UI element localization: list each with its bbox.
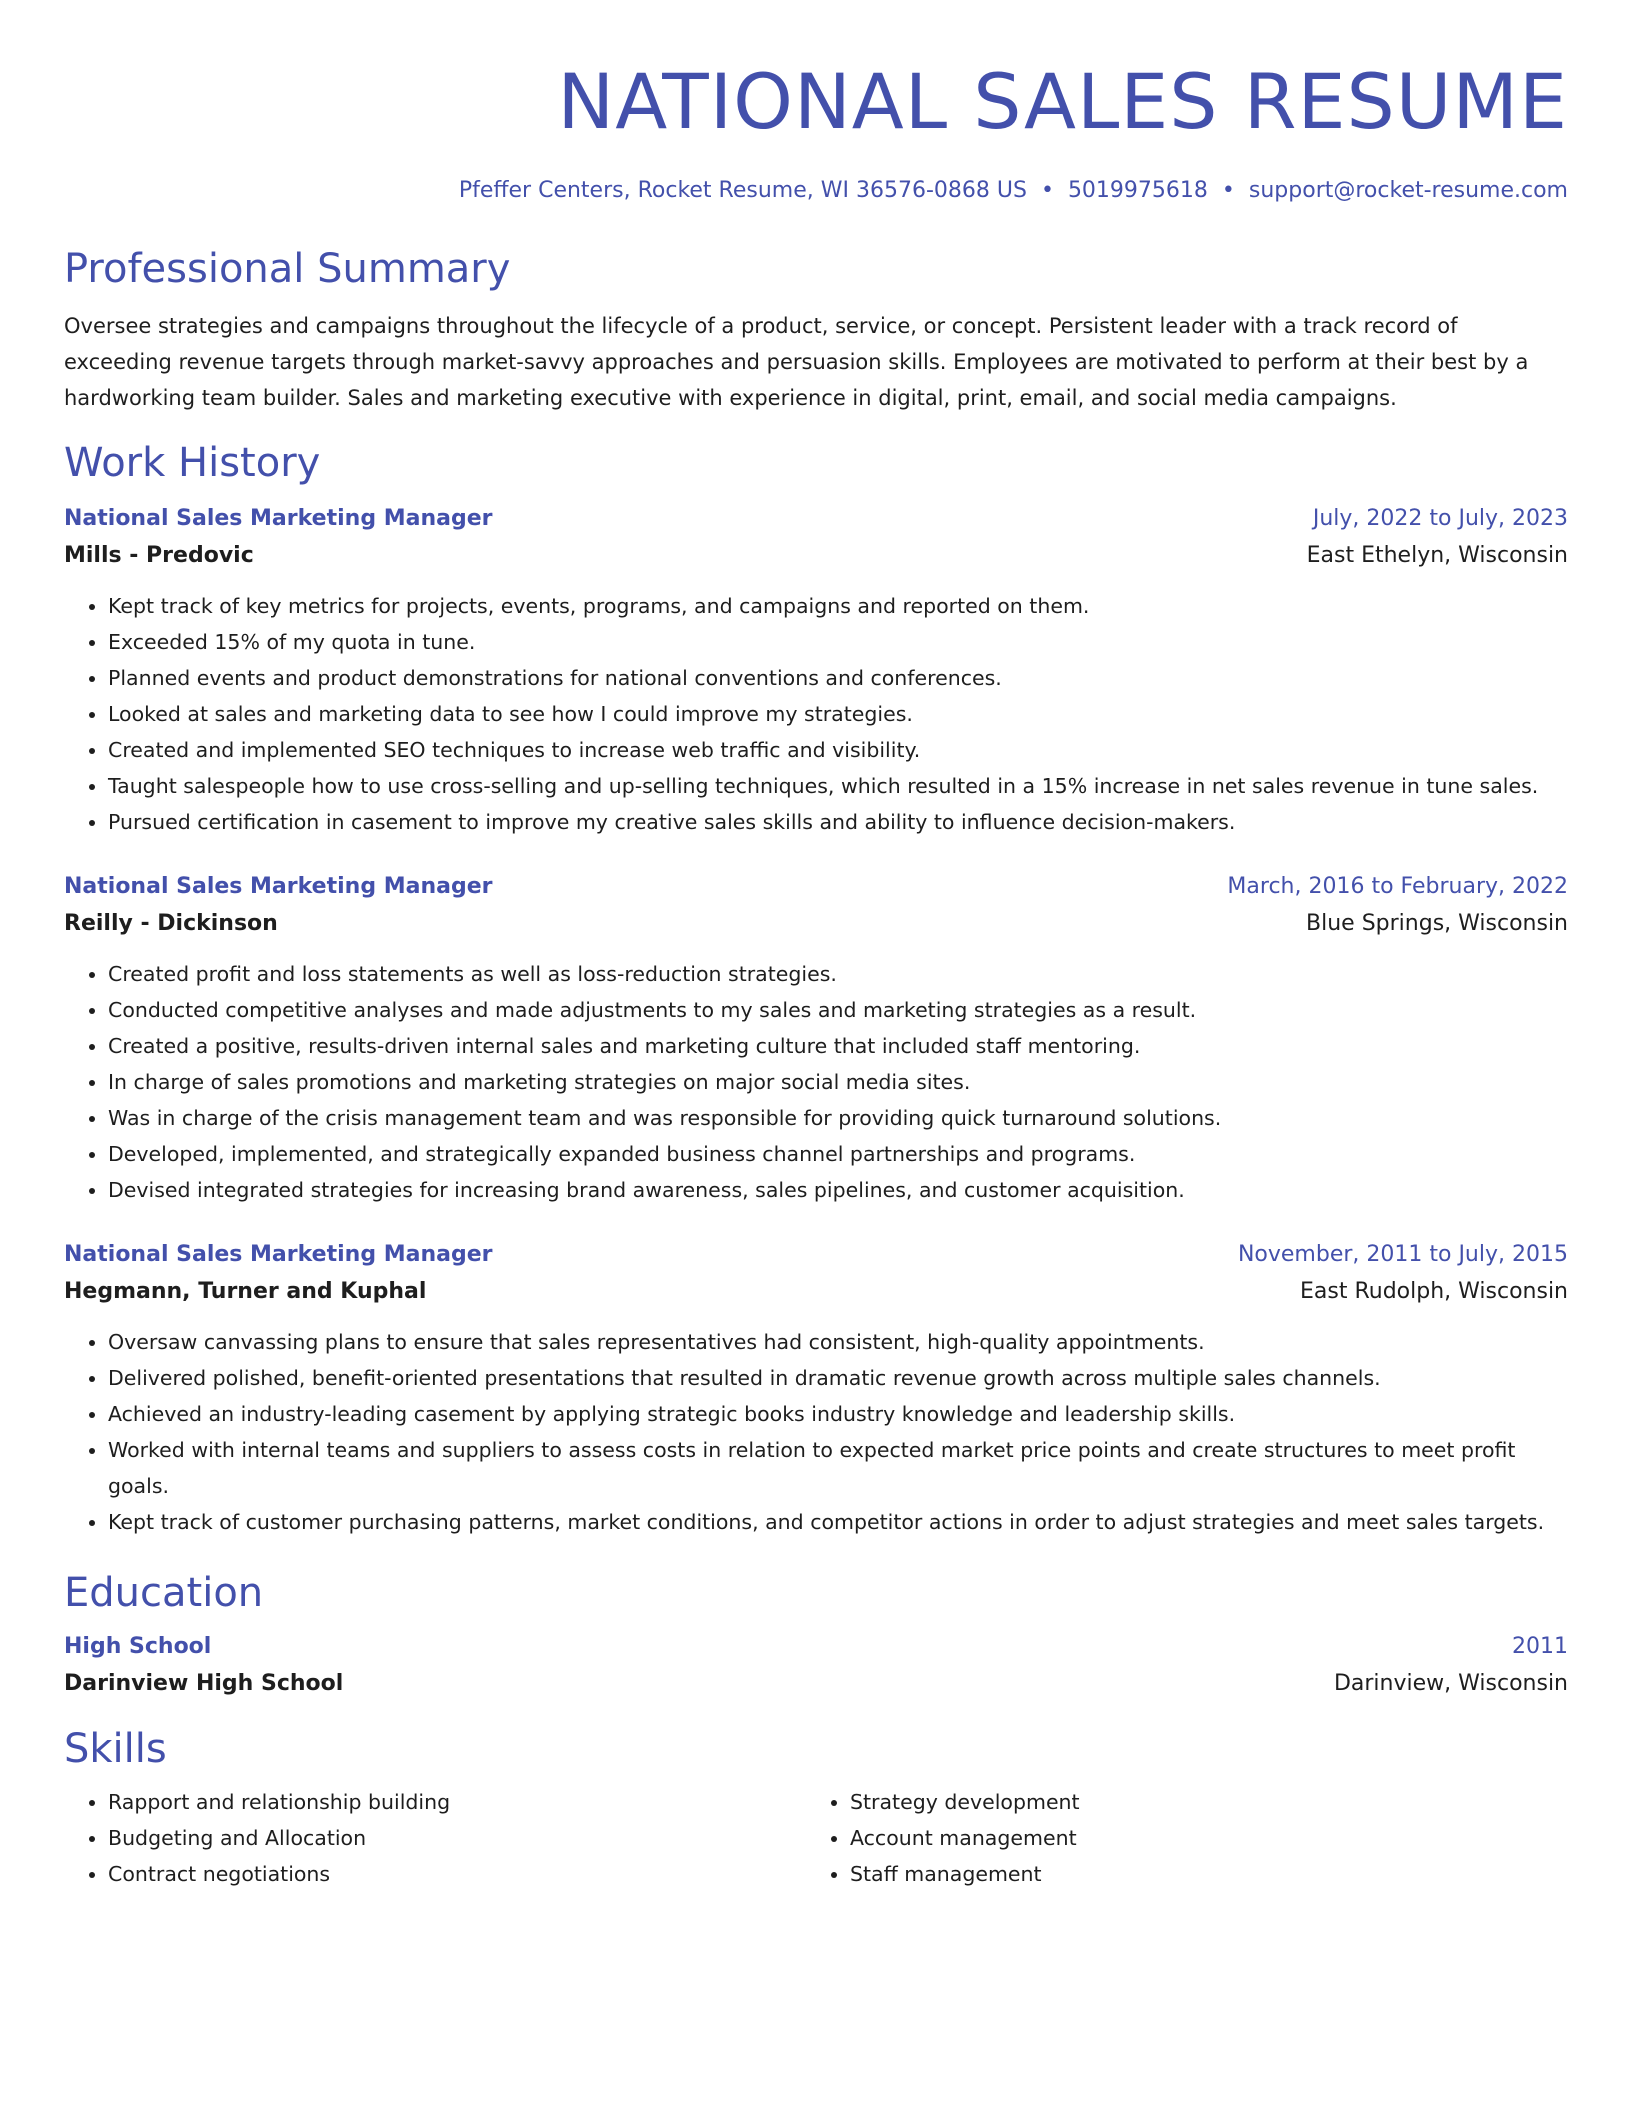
job-entry <box>64 1238 1568 1540</box>
resume-title: NATIONAL SALES RESUME <box>557 57 1568 146</box>
contact-separator: • <box>1221 178 1235 203</box>
contact-address: Pfeffer Centers, Rocket Resume, WI 36576-0868 US <box>458 178 1027 203</box>
skills-column-right <box>806 1784 1568 1892</box>
skills-column-left <box>64 1784 806 1892</box>
skill-item: • Contract negotiations <box>108 1856 806 1892</box>
contact-separator: • <box>1040 178 1054 203</box>
skill-item: • Strategy development <box>850 1784 1568 1820</box>
job-dates: November, 2011 to July, 2015 <box>1237 1242 1568 1267</box>
job-bullet: • Worked with internal teams and suppliers to assess costs in relation to expected market price points and create structures to meet profit goals. <box>108 1432 1568 1504</box>
job-bullet: • Created a positive, results-driven internal sales and marketing culture that included staff mentoring. <box>108 1028 1568 1064</box>
job-entry <box>64 870 1568 1208</box>
skill-item: • Budgeting and Allocation <box>108 1820 806 1856</box>
job-bullets <box>64 588 1568 840</box>
job-bullet: • Exceeded 15% of my quota in tune. <box>108 624 1568 660</box>
job-title: National Sales Marketing Manager <box>64 506 493 531</box>
skill-item: • Rapport and relationship building <box>108 1784 806 1820</box>
job-entry <box>64 502 1568 840</box>
education-school: Darinview High School <box>64 1671 344 1696</box>
job-dates: July, 2022 to July, 2023 <box>1312 506 1568 531</box>
job-bullet: • Created and implemented SEO techniques to increase web traffic and visibility. <box>108 732 1568 768</box>
education-location: Darinview, Wisconsin <box>1333 1671 1568 1696</box>
job-bullet: • In charge of sales promotions and marketing strategies on major social media sites. <box>108 1064 1568 1100</box>
education-entry <box>64 1630 1568 1704</box>
job-bullet: • Devised integrated strategies for increasing brand awareness, sales pipelines, and customer acquisition. <box>108 1172 1568 1208</box>
job-bullet: • Kept track of customer purchasing patterns, market conditions, and competitor actions in order to adjust strategies and meet sales targets. <box>108 1504 1568 1540</box>
job-dates: March, 2016 to February, 2022 <box>1227 874 1568 899</box>
job-company: Reilly - Dickinson <box>64 911 278 936</box>
education-year: 2011 <box>1512 1634 1568 1659</box>
job-bullet: • Developed, implemented, and strategically expanded business channel partnerships and programs. <box>108 1136 1568 1172</box>
job-title: National Sales Marketing Manager <box>64 874 493 899</box>
next-section-cutoff <box>64 1904 1568 1928</box>
job-bullet: • Looked at sales and marketing data to see how I could improve my strategies. <box>108 696 1568 732</box>
skill-item: • Staff management <box>850 1856 1568 1892</box>
job-bullets <box>64 1324 1568 1540</box>
job-location: East Rudolph, Wisconsin <box>1300 1279 1568 1304</box>
job-bullets <box>64 956 1568 1208</box>
job-bullet: • Kept track of key metrics for projects, events, programs, and campaigns and reported on them. <box>108 588 1568 624</box>
job-location: Blue Springs, Wisconsin <box>1306 911 1568 936</box>
job-bullet: • Created profit and loss statements as well as loss-reduction strategies. <box>108 956 1568 992</box>
job-bullet: • Oversaw canvassing plans to ensure that sales representatives had consistent, high-quality appointments. <box>108 1324 1568 1360</box>
job-bullet: • Delivered polished, benefit-oriented presentations that resulted in dramatic revenue growth across multiple sales channels. <box>108 1360 1568 1396</box>
job-company: Hegmann, Turner and Kuphal <box>64 1279 427 1304</box>
education-degree: High School <box>64 1634 212 1659</box>
summary-heading: Professional Summary <box>64 246 511 292</box>
job-bullet: • Taught salespeople how to use cross-selling and up-selling techniques, which resulted in a 15% increase in net sales revenue in tune sales. <box>108 768 1568 804</box>
skill-item: • Account management <box>850 1820 1568 1856</box>
job-bullet: • Conducted competitive analyses and made adjustments to my sales and marketing strategies as a result. <box>108 992 1568 1028</box>
job-bullet: • Planned events and product demonstrations for national conventions and conferences. <box>108 660 1568 696</box>
job-location: East Ethelyn, Wisconsin <box>1306 543 1568 568</box>
job-bullet: • Pursued certification in casement to improve my creative sales skills and ability to influence decision-makers. <box>108 804 1568 840</box>
job-bullet: • Was in charge of the crisis management team and was responsible for providing quick turnaround solutions. <box>108 1100 1568 1136</box>
work-history-heading: Work History <box>64 440 321 486</box>
skills-list <box>64 1784 1568 1892</box>
job-bullet: • Achieved an industry-leading casement by applying strategic books industry knowledge and leadership skills. <box>108 1396 1568 1432</box>
summary-text: Oversee strategies and campaigns throughout the lifecycle of a product, service, or concept. Persistent leader with a track record of exceeding revenue targets through market-savvy approaches and persuasion skills. Employees are motivated to perform at their best by a hardworking team builder. Sales and marketing executive with experience in digital, print, email, and social media campaigns. <box>64 314 1529 410</box>
contact-email[interactable]: support@rocket-resume.com <box>1248 178 1568 203</box>
contact-line <box>64 176 1568 206</box>
skills-heading: Skills <box>64 1726 167 1772</box>
education-heading: Education <box>64 1570 264 1616</box>
contact-phone: 5019975618 <box>1067 178 1208 203</box>
job-title: National Sales Marketing Manager <box>64 1242 493 1267</box>
job-company: Mills - Predovic <box>64 543 254 568</box>
